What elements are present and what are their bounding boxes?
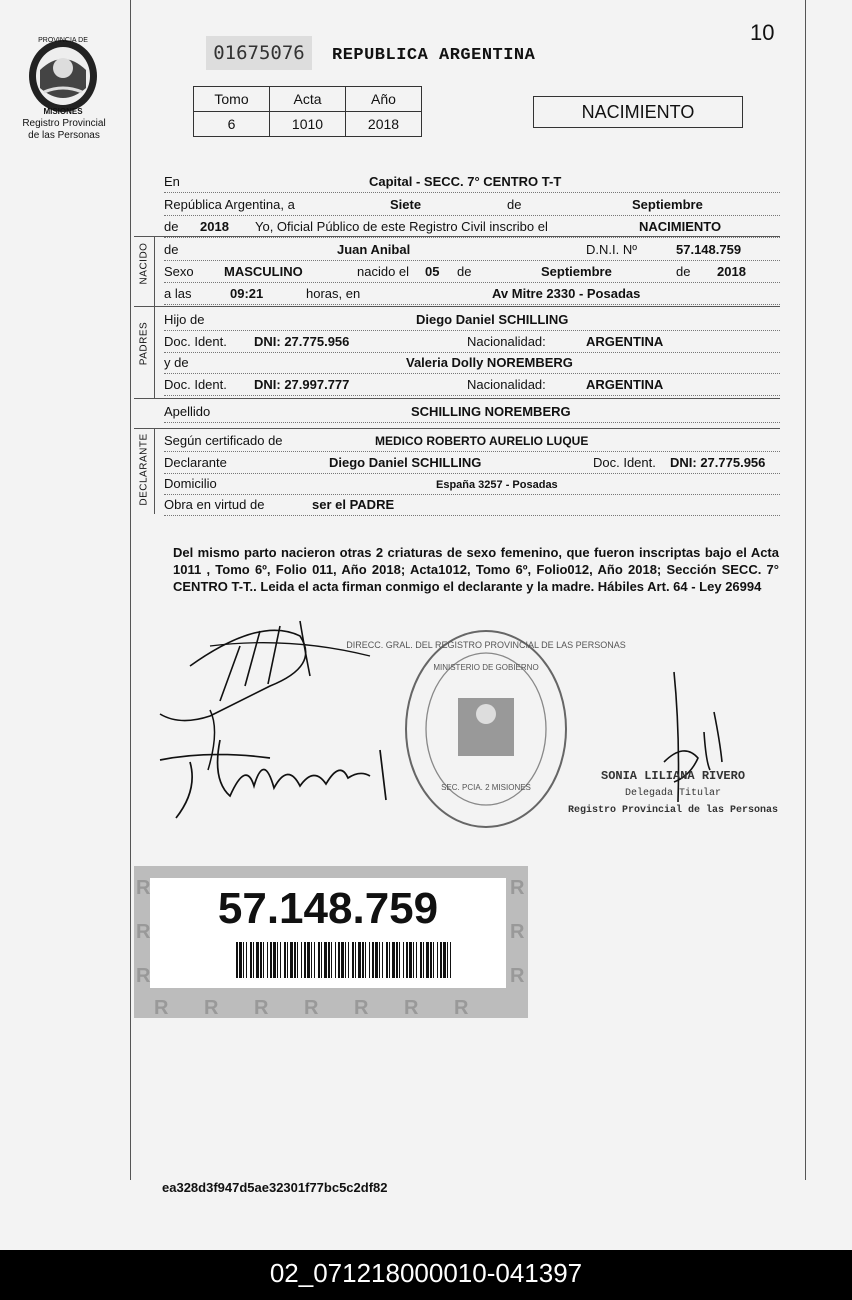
day-value: Siete <box>390 197 422 212</box>
watermark-r: R <box>304 997 319 1019</box>
padres-side-label: PADRES <box>138 321 150 366</box>
row-domicilio <box>164 472 780 495</box>
barcode-bar <box>328 942 330 978</box>
watermark-r: R <box>510 877 525 899</box>
barcode-bar <box>382 942 383 978</box>
barcode-bar <box>443 942 446 978</box>
logo-bottom-text: MISIONES <box>43 107 83 116</box>
month-value: Septiembre <box>632 197 703 212</box>
barcode-bar <box>253 942 254 978</box>
barcode-bar <box>318 942 320 978</box>
declarante-side-label: DECLARANTE <box>138 433 150 506</box>
stamp-bottom-text: SEC. PCIA. 2 MISIONES <box>441 783 531 792</box>
yde-label: y de <box>164 355 189 370</box>
row-inscribo <box>164 215 780 238</box>
barcode-bar <box>304 942 306 978</box>
de-label-2: de <box>164 219 179 234</box>
barcode-bar <box>437 942 438 978</box>
nacido-side-label: NACIDO <box>138 242 150 285</box>
birth-year: 2018 <box>717 264 746 279</box>
hijo-label: Hijo de <box>164 312 205 327</box>
barcode-bar <box>335 942 336 978</box>
acta-label: Acta <box>270 87 346 112</box>
watermark-r: R <box>354 997 369 1019</box>
barcode-bar <box>246 942 247 978</box>
registry-label <box>10 118 118 142</box>
watermark-r: R <box>154 997 169 1019</box>
barcode-bar <box>450 942 451 978</box>
barcode-bar <box>426 942 429 978</box>
notes-paragraph: Del mismo parto nacieron otras 2 criaturas de sexo femenino, que fueron inscriptas bajo el Acta 1011 , Tomo 6º, Folio 011, Año 2018; Acta1012, Tomo 6º, Folio012, Año 2018; Sección SECC. 7° CENTRO T-T.. Leida el acta firman conmigo el declarante y la madre. Hábiles Art. 64 - Ley 26994 <box>173 545 779 594</box>
barcode-bar <box>433 942 434 978</box>
watermark-r: R <box>510 921 525 943</box>
inscribo-value: NACIMIENTO <box>639 219 722 234</box>
tomo-value: 6 <box>194 112 270 137</box>
watermark-r: R <box>136 965 151 987</box>
father-nationality: ARGENTINA <box>586 334 664 349</box>
mother-name: Valeria Dolly NOREMBERG <box>406 355 573 370</box>
registry-label-line1: Registro Provincial <box>22 118 106 129</box>
nacido-de-label: de <box>164 242 179 257</box>
barcode-bar <box>270 942 272 978</box>
barcode <box>236 942 454 978</box>
row-obra <box>164 493 780 516</box>
right-margin-line <box>805 0 806 1180</box>
dni-card-number: 57.148.759 <box>217 884 439 933</box>
barcode-bar <box>290 942 293 978</box>
decl-label: Declarante <box>164 455 227 470</box>
father-doc: DNI: 27.775.956 <box>254 334 350 349</box>
watermark-r: R <box>510 965 525 987</box>
row-republica <box>164 193 780 216</box>
dni-number-card <box>134 866 528 1018</box>
stamp-inner-text: MINISTERIO DE GOBIERNO <box>433 663 539 672</box>
horas-label: horas, en <box>306 286 361 301</box>
dni-label: D.N.I. Nº <box>586 242 637 257</box>
mother-nationality: ARGENTINA <box>586 377 664 392</box>
dni-card-inner <box>150 878 506 988</box>
mother-doc-label: Doc. Ident. <box>164 377 227 392</box>
row-nacido-name <box>164 238 780 261</box>
official-stamp <box>346 626 626 832</box>
row-mother-doc <box>164 373 780 396</box>
barcode-bar <box>409 942 412 978</box>
document-hash: ea328d3f947d5ae32301f77bc5c2df82 <box>162 1180 388 1195</box>
watermark-r: R <box>204 997 219 1019</box>
mother-nac-label: Nacionalidad: <box>467 377 546 392</box>
declarante-side-line <box>154 428 155 514</box>
sexo-value: MASCULINO <box>224 264 303 279</box>
birth-place: Av Mitre 2330 - Posadas <box>492 286 641 301</box>
barcode-bar <box>355 942 356 978</box>
rule-nacido-top <box>134 236 780 237</box>
barcode-bar <box>345 942 346 978</box>
barcode-bar <box>263 942 264 978</box>
barcode-bar <box>260 942 262 978</box>
place-value: Capital - SECC. 7° CENTRO T-T <box>369 174 562 189</box>
barcode-bar <box>430 942 432 978</box>
barcode-bar <box>413 942 414 978</box>
tomo-label: Tomo <box>194 87 270 112</box>
country-heading: REPUBLICA ARGENTINA <box>332 46 536 65</box>
barcode-bar <box>369 942 370 978</box>
official-office: Registro Provincial de las Personas <box>568 805 779 816</box>
dom-label: Domicilio <box>164 476 217 491</box>
barcode-bar <box>331 942 332 978</box>
barcode-bar <box>365 942 366 978</box>
decl-doc-label: Doc. Ident. <box>593 455 656 470</box>
barcode-bar <box>440 942 442 978</box>
row-en <box>164 170 780 193</box>
apellido-label: Apellido <box>164 404 211 419</box>
official-title: Delegada Titular <box>625 788 722 799</box>
barcode-bar <box>250 942 252 978</box>
decl-doc: DNI: 27.775.956 <box>670 455 766 470</box>
anio-value: 2018 <box>346 112 422 137</box>
rule-padres-top <box>134 306 780 307</box>
barcode-bar <box>403 942 404 978</box>
barcode-bar <box>284 942 286 978</box>
alas-label: a las <box>164 286 192 301</box>
footer-file-id: 02_071218000010-041397 <box>0 1250 852 1300</box>
anio-label: Año <box>346 87 422 112</box>
republica-label: República Argentina, a <box>164 197 295 212</box>
page-number: 10 <box>750 20 775 45</box>
row-nacido-hora <box>164 282 780 305</box>
logo-top-text: PROVINCIA DE <box>38 37 88 44</box>
obra-label: Obra en virtud de <box>164 497 265 512</box>
mother-signature <box>150 700 400 830</box>
barcode-bar <box>420 942 422 978</box>
official-name: SONIA LILIANA RIVERO <box>601 769 746 783</box>
birth-time: 09:21 <box>230 286 264 301</box>
barcode-bar <box>358 942 361 978</box>
watermark-r: R <box>136 921 151 943</box>
barcode-bar <box>239 942 242 978</box>
barcode-bar <box>447 942 448 978</box>
barcode-bar <box>301 942 302 978</box>
barcode-bar <box>256 942 259 978</box>
barcode-bar <box>389 942 390 978</box>
barcode-bar <box>267 942 268 978</box>
barcode-bar <box>307 942 310 978</box>
padres-side-line <box>154 306 155 398</box>
child-dni: 57.148.759 <box>676 242 742 257</box>
row-nacido-sexo <box>164 260 780 283</box>
row-apellido <box>164 400 780 423</box>
row-declarante <box>164 451 780 474</box>
barcode-bar <box>362 942 364 978</box>
barcode-bar <box>338 942 340 978</box>
child-name: Juan Anibal <box>337 242 411 257</box>
de-label: de <box>507 197 522 212</box>
barcode-bar <box>280 942 281 978</box>
barcode-bar <box>379 942 380 978</box>
dom-value: España 3257 - Posadas <box>436 479 558 491</box>
barcode-bar <box>352 942 354 978</box>
father-doc-label: Doc. Ident. <box>164 334 227 349</box>
barcode-bar <box>311 942 312 978</box>
left-margin-line <box>130 0 131 1180</box>
barcode-bar <box>324 942 327 978</box>
tomo-acta-anio-table <box>193 86 422 137</box>
barcode-bar <box>314 942 315 978</box>
sexo-label: Sexo <box>164 264 194 279</box>
father-nac-label: Nacionalidad: <box>467 334 546 349</box>
birth-month: Septiembre <box>541 264 612 279</box>
acta-value: 1010 <box>270 112 346 137</box>
row-certificado <box>164 429 780 452</box>
record-type-box: NACIMIENTO <box>533 96 743 128</box>
stamp-outer-text: DIRECC. GRAL. DEL REGISTRO PROVINCIAL DE LAS PERSONAS <box>346 640 626 650</box>
barcode-bar <box>236 942 238 978</box>
barcode-bar <box>372 942 374 978</box>
barcode-bar <box>392 942 395 978</box>
apellido-value: SCHILLING NOREMBERG <box>411 404 571 419</box>
barcode-bar <box>386 942 388 978</box>
year-value: 2018 <box>200 219 229 234</box>
obra-value: ser el PADRE <box>312 497 395 512</box>
barcode-bar <box>423 942 424 978</box>
barcode-bar <box>396 942 398 978</box>
watermark-r: R <box>136 877 151 899</box>
barcode-bar <box>321 942 322 978</box>
barcode-bar <box>297 942 298 978</box>
barcode-bar <box>341 942 344 978</box>
barcode-bar <box>348 942 349 978</box>
row-father-doc <box>164 330 780 353</box>
decl-value: Diego Daniel SCHILLING <box>329 455 482 470</box>
province-coat-of-arms-logo <box>24 30 102 116</box>
barcode-bar <box>406 942 408 978</box>
nacido-el-label: nacido el <box>357 264 410 279</box>
barcode-bar <box>243 942 244 978</box>
barcode-bar <box>375 942 378 978</box>
birth-day: 05 <box>425 264 440 279</box>
barcode-bar <box>277 942 278 978</box>
en-label: En <box>164 174 180 189</box>
cert-value: MEDICO ROBERTO AURELIO LUQUE <box>375 434 589 448</box>
registrar-stamp-text <box>568 768 778 819</box>
watermark-r: R <box>404 997 419 1019</box>
inscribo-label: Yo, Oficial Público de este Registro Civil inscribo el <box>255 219 548 234</box>
barcode-bar <box>399 942 400 978</box>
watermark-r: R <box>454 997 469 1019</box>
row-hijo-de <box>164 308 780 331</box>
cert-label: Según certificado de <box>164 433 283 448</box>
rule-apellido-top <box>134 398 780 399</box>
father-name: Diego Daniel SCHILLING <box>416 312 569 327</box>
registrar-signature <box>654 672 734 852</box>
mother-doc: DNI: 27.997.777 <box>254 377 350 392</box>
nacido-side-line <box>154 236 155 306</box>
row-y-de <box>164 351 780 374</box>
barcode-bar <box>273 942 276 978</box>
nacido-de-label-2: de <box>457 264 472 279</box>
watermark-r: R <box>254 997 269 1019</box>
barcode-bar <box>287 942 288 978</box>
serial-number: 01675076 <box>206 36 312 70</box>
barcode-bar <box>416 942 417 978</box>
registry-label-line2: de las Personas <box>28 130 100 141</box>
nacido-de-label-3: de <box>676 264 691 279</box>
barcode-bar <box>294 942 296 978</box>
